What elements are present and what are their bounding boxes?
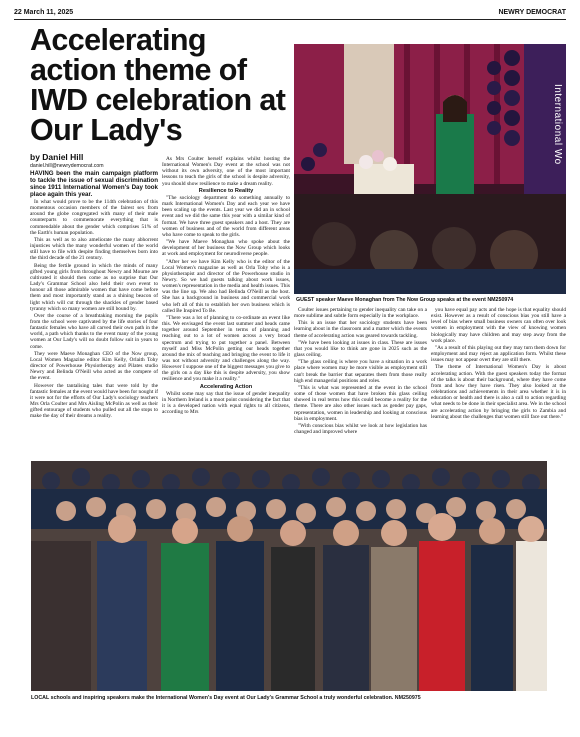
paragraph: Being the fertile ground in which the minds of many gifted young girls from throughout Newry and Mourne are cultivated it should then come as no surprise that Our Lady's Grammar School also held their own event to honour all those admirable women that have come before them and most importantly stand as a shining beacon of light which will cut through the shackles of gender based tyranny which so many women are still bound by.	[30, 262, 158, 312]
paragraph: Coulter issues pertaining to gender inequality can take on a more sublime and subtle form especially in the workplace.	[294, 307, 427, 320]
headline: Accelerating action theme of IWD celebration at Our Lady's	[30, 23, 286, 147]
publication-name: NEWRY DEMOCRAT	[498, 8, 566, 16]
paragraph: However the tantalising tales that were told by the fantastic females at the event would have been for nought if it were not for the efforts of Our Lady's sociology teachers Mrs Orla Coulter and Mrs Aisling McPolin as well as their gifted entourage of students who pulled out all the stops to make the day of their dreams a reality.	[30, 382, 158, 420]
paragraph: "The glass ceiling is where you have a situation in a work place where women may be more visible as employment still can't break the barrier that separates them from those really high end managerial positions and roles.	[294, 359, 427, 384]
byline: by Daniel Hill	[30, 152, 84, 162]
group-photo-image	[31, 461, 547, 691]
paragraph: "We have Maeve Monaghan who spoke about the development of her business the Now Group which looks at work and employment for neurodiverse people.	[162, 239, 290, 258]
paragraph: "This is what was represented at the event in the school some of those women that have broken this glass ceiling showed in real terms how this could become a reality for the theme. There are also other issues such as gender pay gaps, representation, women in leadership and looking at conscious bias in employment.	[294, 384, 427, 422]
article-column-3	[294, 307, 427, 459]
paragraph: HAVING been the main campaign platform to tackle the issue of sexual discrimination since 1911 International Women's Day took place again this year.	[30, 170, 158, 198]
author-email: daniel.hill@newrydemocrat.com	[30, 163, 104, 169]
header-rule	[14, 19, 566, 20]
paragraph: The theme of International Women's Day is about accelerating action. With the guest speakers today the format of the talks is about their background, where they have come from and how they have risen. They also looked at the celebrations and achievements in their area whether it is in education or health and there is also a call to action regarding what needs to be done in their specialist area. We in the school are accelerating action by bringing the girls to Zambia and learning about the challenges that women still face out there."	[431, 364, 566, 420]
paragraph: As Mrs Coulter herself explains whilst hosting the International Women's Day event at the school was not without its own adversity, one of the most important lessons to teach the girls of the school is despite adversity, you should show resilience to make a dream reality.	[162, 156, 290, 187]
speaker-photo	[294, 44, 566, 294]
article-column-2	[162, 156, 290, 462]
paragraph: They were Maeve Monaghan CEO of the Now group, Local Women Magazine editor Kim Kelly, Orlaith Tohy director of Powerhouse Physiotherapy and Pilates studio Newry and Belinda O'Neill who acted as the compere of the event.	[30, 350, 158, 382]
page-header	[14, 6, 566, 18]
paragraph: you have equal pay acts and the hope is that equality should exist. However as a result of conscious bias you still have a level of bias where small business owners can often over look women in employment with the view of knowing women biologically may have children and may step away from the work place.	[431, 307, 566, 344]
paragraph: "The sociology department do something annually to mark International Women's Day and each year we have been scaling up the events. Last year we did an in school event and we did the same this year with a similar kind of format. We have three guest speakers and a host. They are women of business and of the world from different areas who have come to speak to the girls.	[162, 194, 290, 238]
speaker-photo-image	[294, 44, 566, 294]
banner-text: International Wo	[552, 84, 563, 165]
article-column-1	[30, 170, 158, 462]
subheading: Accelerating Action	[199, 383, 253, 390]
paragraph: "With conscious bias whilst we look at how legislation has changed and improved where	[294, 422, 427, 435]
subheading: Resilience to Reality	[198, 187, 254, 194]
paragraph: This is an issue that her sociology students have been learning about in the classroom and a matter which the events theme of accelerating action was geared towards tackling.	[294, 320, 427, 339]
paragraph: In what would prove to be the 114th celebration of this momentous occasion members of the fairest sex from around the globe congregated with many of their male counterparts to commemorate everything that is commendable about the gender which comprises 51% of the Earth's human population.	[30, 199, 158, 236]
group-photo-caption: LOCAL schools and inspiring speakers make the International Women's Day event at Our Lady's Grammar School a truly wonderful celebration. NM250975	[31, 695, 421, 701]
paragraph: This as well as to also ameliorate the many abhorrent injustices which the many wonderful women of the world still have to file with despite finding themselves born into the third decade of the 21 century.	[30, 236, 158, 262]
group-photo	[31, 461, 547, 691]
paragraph: Over the course of a breathtaking morning the pupils from the school were captivated by the life stories of four fantastic females who have all carved their own path in the world, a path which thanks to the event many of the young women at Our Lady's will no doubt follow suit in years to come.	[30, 312, 158, 350]
paragraph: Whilst some may say that the issue of gender inequality in Northern Ireland is a moot point considering the fact that it is a developed nation with equal rights to all citizens, according to Mrs	[162, 390, 290, 416]
paragraph: "After her we have Kim Kelly who is the editor of the Local Women's magazine as well as Orla Tohy who is a physiotherapist and director of the Powerhouse studio in Newry. So we had guests talking about work issues, women's representation in the media and health issues. This was the line up. We also had Belinda O'Neill as the host. She has a background in business and commercial work who left all of this to establish her own business which is called Be Inspired To Be.	[162, 258, 290, 314]
speaker-photo-caption: GUEST speaker Maeve Monaghan from The Now Group speaks at the event NM250974	[296, 297, 514, 303]
paragraph: "As a result of this playing out they may turn them down for employment and may reject an application form. Whilst these issues may not appear overt they are still there.	[431, 344, 566, 364]
paragraph: "We have been looking at issues in class. These are issues that you would like to think are gone in 2025 such as the glass ceiling.	[294, 339, 427, 359]
page-date: 22 March 11, 2025	[14, 8, 74, 16]
paragraph: "There was a lot of planning to co-ordinate an event like this. We envisaged the event last summer and heads came together around September in terms of planning and reaching out to a lot of women across a very broad spectrum and trying to put together a panel. Between myself and Miss McPolin getting our heads together around the mix of teaching and bringing the event to life it was not without adversity and challenges along the way. However I suppose one of the biggest messages you give to the girls on a day like this is despite adversity, you show resilience and you make it a reality."	[162, 314, 290, 383]
article-column-4	[431, 307, 566, 459]
